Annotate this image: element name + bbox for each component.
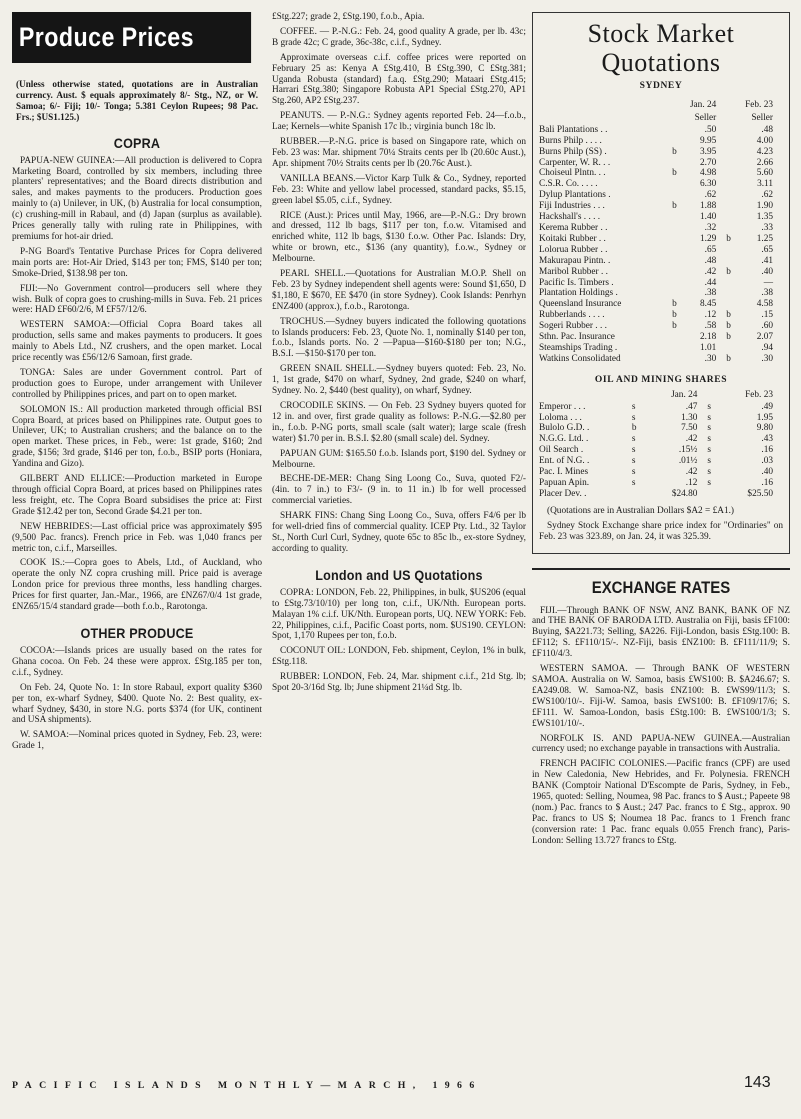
london-para: COCONUT OIL: LONDON, Feb. shipment, Ceylon, 1% in bulk, £Stg.118. (272, 646, 526, 668)
stock-jan-price: .42 (704, 266, 717, 277)
stock-jan-price: 1.01 (700, 342, 717, 353)
stock-jan-prefix (672, 179, 682, 190)
stock-company-name: Burns Philp . . . . (539, 135, 602, 146)
stock-city: SYDNEY (639, 81, 683, 91)
stock-jan-price: .50 (704, 124, 717, 135)
stock-feb-prefix: b (726, 233, 731, 244)
stock-jan-price: 9.95 (700, 135, 717, 146)
stock-jan-prefix (672, 190, 682, 201)
col-header-seller-b: Seller (751, 112, 773, 123)
produce-para: GREEN SNAIL SHELL.—Sydney buyers quoted: Feb. 23, No. 1, 1st grade, $470 on wharf, Sydney, 2nd grade, $240 on wharf, Sydney. No. 2, $440 (best quality), on wharf, Sydney. (272, 364, 526, 397)
stock-jan-prefix (672, 332, 682, 343)
stock-company-name: Choiseul Plntn. . . (539, 168, 606, 179)
produce-para: PAPUAN GUM: $165.50 f.o.b. Islands port, $190 del. Sydney or Melbourne. (272, 448, 526, 470)
produce-para: RICE (Aust.): Prices until May, 1966, are—P.-N.G.: Dry brown and dressed, 112 lb bags, $117 per ton, f.o.w. Vitamised and enriched white, 112 lb bags, $130 f.o.w. Other Pac. Islands: Dry, white or brown, etc., $136 (any quantity), f.o.w., Sydney or Melbourne. (272, 210, 526, 265)
london-us-heading: London and US Quotations (315, 566, 483, 583)
stock-feb-price: .62 (761, 190, 773, 201)
oil-feb-price: .03 (761, 456, 773, 467)
copra-para: P-NG Board's Tentative Purchase Prices for Copra delivered main ports are: Hot-Air Dried, $143 per ton; FMS, $140 per ton; Smoke-Dried, $138.98 per ton. (12, 246, 262, 279)
oil-company-name: Pac. I. Mines (539, 467, 589, 478)
stock-row (539, 179, 783, 190)
exchange-para: WESTERN SAMOA. — Through BANK OF WESTERN SAMOA. Australia on W. Samoa, basis £WS100: B. $A246.67; S. £A249.08. W. Samoa-NZ, basis £NZ100: B. £WS99/11/3; S. £WS100/10/-. Fiji-W. Samoa, basis £WS100: B. £F109/17/6; S. £F111. W. Samoa-London, basis £Stg.100: B. £WS100/1/3; S. £WS101/10/-. (532, 664, 790, 729)
stock-company-name: Sogeri Rubber . . . (539, 321, 607, 332)
stock-feb-price: 3.11 (757, 179, 773, 190)
stock-company-name: Bali Plantations . . (539, 124, 608, 135)
stock-jan-prefix (672, 256, 682, 267)
stock-jan-price: .32 (704, 222, 717, 233)
stock-row (539, 278, 783, 289)
stock-feb-prefix (726, 256, 736, 267)
produce-para: RUBBER.—P.-N.G. price is based on Singapore rate, which on Feb. 23 was: Mar. shipment 70¼ Straits cents per lb (20.60c Aust.), Apr. shipment 70½ Straits cents per lb (20.76c Aust.). (272, 137, 526, 169)
stock-row (539, 201, 783, 212)
stock-row (539, 310, 783, 321)
stock-feb-price: .94 (761, 342, 773, 353)
stock-feb-price: 1.90 (756, 201, 773, 212)
stock-row (539, 125, 783, 136)
produce-para: PEARL SHELL.—Quotations for Australian M.O.P. Shell on Feb. 23 by Sydney independent shell agents were: Sound $1,650, D $1,180, E $670, EE $470 (in store Sydney). Cook Islands: Penrhyn £NZ400 (approx.), f.o.b., Rarotonga. (272, 269, 526, 312)
oil-feb-price: .49 (761, 401, 773, 412)
oil-company-name: Loloma . . . (539, 412, 582, 423)
stock-feb-prefix (726, 343, 736, 354)
stock-feb-price: .65 (761, 244, 773, 255)
oil-feb-prefix: s (707, 445, 712, 456)
stock-company-name: Queensland Insurance (539, 299, 622, 310)
exchange-para: FIJI.—Through BANK OF NSW, ANZ BANK, BANK OF NZ and THE BANK OF BARODA LTD. Australia on Fiji, basis £F100: Buying, $A221.73; Selling, $A226. Fiji-London, basis £Stg.100: B. £F112; S. £F110/15/-. NZ-Fiji, basis £NZ100: B. £F111/11/9; S. £F110/4/3. (532, 605, 790, 660)
other-produce-heading: OTHER PRODUCE (80, 624, 194, 641)
oil-jan-price: .15½ (678, 445, 698, 456)
oil-row (539, 423, 783, 434)
stock-feb-price: .15 (761, 310, 773, 321)
stock-row (539, 267, 783, 278)
stock-feb-prefix (726, 136, 736, 147)
stock-feb-prefix (726, 168, 736, 179)
stock-feb-price: .48 (761, 124, 773, 135)
oil-feb-price: 9.80 (756, 423, 773, 434)
oil-jan-prefix: s (631, 467, 636, 478)
stock-jan-prefix: b (672, 321, 677, 332)
stock-jan-price: 4.98 (700, 168, 717, 179)
stock-row (539, 321, 783, 332)
stock-feb-prefix (726, 158, 736, 169)
col-header-seller-a: Seller (694, 112, 717, 123)
stock-feb-prefix (726, 278, 736, 289)
produce-para: Approximate overseas c.i.f. coffee prices were reported on February 25 as: Kenya A £Stg.410, B £Stg.390, C £Stg.381; Uganda Robusta (standard) f.a.q. £Stg.290; Mataari £Stg.415; Harrari £Stg.380; Singapore Robusta AP1 Special £Stg.270, AP1 Stg.260, AP2 £Stg.237. (272, 52, 526, 107)
stock-company-name: Rubberlands . . . . (539, 310, 605, 321)
stock-jan-prefix (672, 354, 682, 365)
stock-company-name: Fiji Industries . . . (539, 201, 605, 212)
stock-company-name: Lolorua Rubber . . (539, 244, 608, 255)
stock-market-box (532, 12, 790, 554)
stock-row (539, 343, 783, 354)
london-para: RUBBER: LONDON, Feb. 24, Mar. shipment c.i.f., 21d Stg. lb; Spot 20-3/16d Stg. lb; June shipment 21¼d Stg. lb. (272, 672, 526, 694)
stock-jan-prefix (672, 343, 682, 354)
exchange-para: FRENCH PACIFIC COLONIES.—Pacific francs (CPF) are used in New Caledonia, New Hebrides, and Fr. Polynesia. FRENCH BANK (Comptoir National D'Escompte de Paris, Sydney, in Feb., 1965, quoted: Selling, Noumea, 98 Pac. francs to $ Aust.; Papeete 98 (nom.) Pac. francs to $ Aust.; 247 Pac. francs to £ Stg., approx. 90 Pac. francs to US $; Noumea 18 Pac. francs to 1 French franc (conversion rate: 1 Pac. franc equals 0.055 French franc), Paris-London: Selling 13.727 francs to £Stg. (532, 759, 790, 846)
column-middle (272, 12, 526, 698)
oil-row (539, 456, 783, 467)
stock-feb-prefix: b (726, 353, 731, 364)
stock-company-name: Steamships Trading . (539, 342, 618, 353)
stock-table (539, 99, 783, 365)
col-header-feb: Feb. 23 (745, 100, 773, 110)
exchange-rates-heading: EXCHANGE RATES (591, 577, 731, 597)
col-header-jan: Jan. 24 (689, 100, 717, 110)
stock-jan-prefix (672, 125, 682, 136)
oil-jan-price: 1.30 (681, 412, 698, 423)
oil-jan-prefix: s (631, 412, 636, 423)
oil-feb-price: .43 (761, 434, 773, 445)
oil-company-name: N.G.G. Ltd. . (539, 434, 589, 445)
stock-company-name: Pacific Is. Timbers . (539, 277, 614, 288)
exchange-rates-section (532, 578, 790, 847)
oil-jan-prefix (632, 489, 642, 500)
stock-jan-prefix: b (672, 146, 677, 157)
stock-jan-prefix: b (672, 168, 677, 179)
oil-feb-prefix: s (707, 434, 712, 445)
stock-jan-prefix (672, 288, 682, 299)
stock-company-name: Sthn. Pac. Insurance (539, 332, 615, 343)
stock-feb-prefix: b (726, 310, 731, 321)
copra-para: NEW HEBRIDES:—Last official price was approximately $95 (9,500 Pac. francs). French price in Feb. was 1,040 francs per metric ton, c.i.f., Marseilles. (12, 521, 262, 554)
stock-jan-price: 1.40 (700, 212, 717, 223)
other-produce-section (12, 646, 262, 752)
oil-row (539, 434, 783, 445)
stock-company-name: Dylup Plantations . (539, 190, 611, 201)
stock-jan-price: .44 (704, 277, 717, 288)
oil-company-name: Papuan Apin. (539, 478, 590, 488)
stock-feb-price: .40 (761, 266, 773, 277)
running-footer: PACIFIC ISLANDS MONTHLY—MARCH, 1966 (12, 1080, 482, 1091)
oil-jan-prefix: b (631, 423, 637, 434)
produce-para: PEANUTS. — P.-N.G.: Sydney agents reported Feb. 24—f.o.b., Lae; Kernels—white Spanish 17c lb.; virginia bunch 18c lb. (272, 111, 526, 133)
oil-company-name: Oil Search . (539, 445, 584, 456)
oil-row (539, 402, 783, 413)
oil-jan-price: 7.50 (681, 423, 698, 434)
oil-feb-prefix: s (707, 401, 712, 412)
oil-jan-price: .42 (685, 467, 698, 478)
stock-feb-prefix (726, 179, 736, 190)
produce-para: VANILLA BEANS.—Victor Karp Tulk & Co., Sydney, reported Feb. 23: White and yellow label processed, standard packs, $5.15, green label $5.05, c.i.f., Sydney. (272, 173, 526, 206)
column-right (532, 12, 790, 851)
stock-feb-prefix (726, 288, 736, 299)
oil-feb-price: 1.95 (756, 412, 773, 423)
page-number: 143 (744, 1074, 771, 1091)
stock-jan-price: 8.45 (700, 299, 717, 310)
column-left (12, 12, 262, 756)
stock-row (539, 136, 783, 147)
currency-note: (Unless otherwise stated, quotations are in Australian currency. Aust. $ equals approximately 8/- Stg., NZ, or W. Samoa; 6/- Fiji; 10/- Tonga; 5.381 Ceylon Rupees; 98 Pac. Frs.; $US1.125.) (16, 79, 258, 122)
stock-feb-price: .41 (761, 255, 773, 266)
stock-jan-price: .62 (704, 190, 717, 201)
oil-col-header-jan: Jan. 24 (671, 389, 698, 400)
stock-row (539, 147, 783, 158)
oil-company-name: Emperor . . . (539, 401, 586, 412)
stock-jan-price: 1.88 (700, 201, 717, 212)
produce-para: COFFEE. — P.-N.G.: Feb. 24, good quality A grade, per lb. 43c; B grade 42c; C grade, 36c-38c, c.i.f., Sydney. (272, 26, 526, 48)
oil-table (539, 389, 783, 500)
other-produce-para: W. SAMOA:—Nominal prices quoted in Sydney, Feb. 23, were: Grade 1, (12, 730, 262, 752)
stock-row (539, 332, 783, 343)
stock-feb-price: 2.66 (756, 157, 773, 168)
copra-para: GILBERT AND ELLICE:—Production marketed in Europe through official Copra Board, at prices based on Philippines rates less freight, etc. The Copra Board subsidises the price at: First Grade $12.42 per ton, Second Grade $4.21 per ton. (12, 474, 262, 517)
oil-feb-prefix: s (707, 456, 712, 467)
oil-feb-price: .40 (761, 467, 773, 478)
oil-jan-price: .01½ (678, 456, 698, 467)
stock-jan-prefix (672, 234, 682, 245)
oil-company-name: Placer Dev. . (539, 488, 587, 499)
stock-feb-price: — (763, 277, 773, 288)
stock-jan-prefix (672, 212, 682, 223)
stock-feb-prefix: b (726, 321, 731, 332)
produce-prices-banner: Produce Prices (12, 12, 251, 63)
stock-feb-prefix (726, 245, 736, 256)
oil-jan-prefix: s (631, 478, 636, 488)
oil-jan-prefix: s (631, 401, 636, 412)
share-index-note: Sydney Stock Exchange share price index for "Ordinaries" on Feb. 23 was 323.89, on Jan. 24, it was 325.39. (539, 520, 783, 542)
stock-feb-price: 1.25 (756, 233, 773, 244)
oil-feb-prefix (707, 489, 717, 500)
stock-company-name: Koitaki Rubber . . (539, 233, 606, 244)
oil-feb-price: $25.50 (747, 488, 773, 499)
stock-jan-prefix (672, 223, 682, 234)
stock-feb-price: 5.60 (756, 168, 773, 179)
stock-jan-price: .48 (704, 255, 717, 266)
stock-jan-price: 2.18 (700, 332, 717, 343)
oil-jan-price: .47 (685, 401, 698, 412)
copra-para: WESTERN SAMOA:—Official Copra Board takes all production, sells same and makes payments to producers. It goes mainly to Abels Ltd., NZ crushers, and the open market. Local price recently was £56/12/6 Samoan, first grade. (12, 320, 262, 364)
produce-para: SHARK FINS: Chang Sing Loong Co., Suva, offers F4/6 per lb for well-dried fins of commercial quality. ICEP Pty. Ltd., 32 Taylor St., North Curl Curl, Sydney, quote 65c to 85c lb., ex-store Sydney, according to quality. (272, 511, 526, 554)
stock-jan-prefix (672, 278, 682, 289)
stock-feb-price: .30 (761, 353, 773, 364)
copra-para: FIJI:—No Government control—producers sell where they wish. Bulk of copra goes to crushing-mills in Suva. Feb. 21 prices were: HAD £F60/2/6, M £F57/12/6. (12, 283, 262, 316)
london-para: COPRA: LONDON, Feb. 22, Philippines, in bulk, $US206 (equal to £Stg.73/10/10) per long ton, c.i.f., UK/Nth. European ports. Malayan 1% c.i.f. UK/Nth. European ports, UQ. NEW YORK: Feb. 22, Philippines, c.i.f., Pacific Coast ports, nom. $US190. CEYLON: Spot, 1,170 Rupees per ton, f.o.b. (272, 587, 526, 642)
stock-feb-prefix (726, 125, 736, 136)
copra-para: COOK IS.:—Copra goes to Abels, Ltd., of Auckland, who operate the only NZ copra crushing mill. Price paid is average London price for previous three months, less handling charges. Prices for first quarter, Jan.-Mar., 1966, are £NZ67/0/4 1st grade, £NZ65/15/4 standard grade—both f.o.b., Rarotonga. (12, 558, 262, 613)
stock-row (539, 288, 783, 299)
stock-jan-price: .58 (704, 321, 717, 332)
oil-company-name: Ent. of N.G. . (539, 456, 590, 467)
stock-feb-prefix (726, 299, 736, 310)
stock-rows (539, 125, 783, 365)
stock-feb-price: 1.35 (756, 212, 773, 223)
produce-para: £Stg.227; grade 2, £Stg.190, f.o.b., Apia. (272, 12, 425, 22)
oil-mining-heading: OIL AND MINING SHARES (594, 374, 728, 385)
section-divider (532, 568, 790, 570)
stock-feb-price: .33 (761, 222, 773, 233)
stock-company-name: Watkins Consolidated (539, 353, 621, 364)
stock-company-name: Carpenter, W. R. . . (539, 157, 611, 168)
stock-row (539, 168, 783, 179)
stock-company-name: Burns Philp (SS) . (539, 146, 607, 157)
stock-company-name: C.S.R. Co. . . . . (539, 179, 598, 190)
stock-feb-prefix (726, 201, 736, 212)
oil-row (539, 413, 783, 424)
stock-row (539, 245, 783, 256)
produce-para: BECHE-DE-MER: Chang Sing Loong Co., Suva, quoted F2/- (4in. to 7 in.) to F3/- (9 in. to 11 in.) lb for well processed commercial varieties. (272, 474, 526, 507)
currency-footnote: (Quotations are in Australian Dollars $A2 = £A1.) (547, 505, 735, 516)
stock-jan-prefix (672, 158, 682, 169)
stock-jan-price: .30 (704, 353, 717, 364)
stock-feb-price: .60 (761, 321, 773, 332)
stock-row (539, 256, 783, 267)
stock-jan-prefix (672, 245, 682, 256)
stock-row (539, 190, 783, 201)
stock-market-title: Stock Market Quotations (587, 19, 735, 77)
oil-jan-prefix: s (631, 434, 636, 445)
stock-feb-prefix: b (726, 266, 731, 277)
stock-feb-price: .38 (761, 288, 773, 299)
stock-jan-price: .65 (704, 244, 717, 255)
stock-row (539, 354, 783, 365)
stock-company-name: Hackshall's . . . . (539, 212, 601, 223)
oil-row (539, 467, 783, 478)
oil-row (539, 478, 783, 489)
copra-para: SOLOMON IS.: All production marketed through official BSI Copra Board, at prices based on Philippines rate. Output goes to Unilever, UK; to Australian crushers; and the balance on to the open market. These prices, in Feb., were: 1st grade, $160; 2nd grade, $156; 3rd grade, $146 per ton, f.o.b., BSIP ports (Honiara, Yandina and Gizo). (12, 404, 262, 470)
oil-feb-prefix: s (707, 478, 712, 488)
stock-row (539, 299, 783, 310)
stock-jan-price: .38 (704, 288, 717, 299)
other-produce-para: On Feb. 24, Quote No. 1: In store Rabaul, export quality $360 per ton, ex-wharf Sydney, $400. Quote No. 2: Best quality, ex-wharf Sydney, $430, in store N.G. ports $374 (for UK, continent and USA shipments). (12, 682, 262, 726)
copra-para: TONGA: Sales are under Government control. Part of production goes to Europe, under arrangement with Unilever controlled by Philippines prices, and part on to open market. (12, 367, 262, 400)
oil-jan-price: $24.80 (671, 488, 698, 499)
copra-para: PAPUA-NEW GUINEA:—All production is delivered to Copra Marketing Board, controlled by six members, including three planters' representatives; and the Board directs distribution and sales, and makes payments to the producers. Production goes mainly to (a) Unilever, in UK, (b) Australia for local consumption, (c) crushing-mill in Rabaul, and (d) Japan (surplus as available). Prices generally tally with ruling rate in Philippines, with premiums for hot-air dried. (12, 155, 262, 242)
stock-jan-price: 6.30 (700, 179, 717, 190)
stock-row (539, 223, 783, 234)
stock-jan-prefix (672, 267, 682, 278)
oil-jan-prefix: s (631, 445, 636, 456)
stock-company-name: Plantation Holdings . (539, 288, 618, 299)
stock-feb-price: 2.07 (756, 332, 773, 343)
other-produce-para: COCOA:—Islands prices are usually based on the rates for Ghana cocoa. On Feb. 24 these were approx. £Stg.185 per ton, c.i.f., Sydney. (12, 645, 262, 678)
stock-jan-price: .12 (704, 310, 717, 321)
oil-feb-prefix: s (707, 467, 712, 478)
oil-jan-price: .12 (685, 478, 698, 488)
stock-jan-price: 2.70 (700, 157, 717, 168)
stock-company-name: Makurapau Pintn. . (539, 255, 611, 266)
stock-feb-prefix (726, 212, 736, 223)
oil-jan-prefix: s (631, 456, 636, 467)
stock-feb-prefix: b (726, 332, 731, 343)
oil-jan-price: .42 (685, 434, 698, 445)
oil-row (539, 489, 783, 500)
stock-company-name: Kerema Rubber . . (539, 222, 608, 233)
oil-rows (539, 402, 783, 500)
oil-feb-price: .16 (761, 478, 773, 488)
oil-feb-price: .16 (761, 445, 773, 456)
stock-feb-price: 4.00 (756, 135, 773, 146)
stock-row (539, 158, 783, 169)
copra-heading: COPRA (113, 134, 161, 151)
produce-para: TROCHUS.—Sydney buyers indicated the following quotations to Islands producers: Feb. 23, Quote No. 1, nominally $140 per ton, f.o.b., Islands ports. No. 2 —Papua—$160-$180 per ton; N.G., B.S.I. —$150-$170 per ton. (272, 316, 526, 360)
stock-feb-prefix (726, 147, 736, 158)
stock-feb-price: 4.58 (756, 299, 773, 310)
oil-company-name: Bulolo G.D. . (539, 423, 590, 434)
stock-row (539, 234, 783, 245)
stock-jan-prefix: b (672, 299, 677, 310)
exchange-para: NORFOLK IS. AND PAPUA-NEW GUINEA.—Australian currency used; no exchange payable in transactions with Australia. (532, 733, 790, 755)
oil-col-header-feb: Feb. 23 (745, 389, 773, 400)
stock-feb-prefix (726, 223, 736, 234)
stock-jan-prefix: b (672, 201, 677, 212)
stock-feb-prefix (726, 190, 736, 201)
stock-jan-prefix (672, 136, 682, 147)
oil-feb-prefix: s (707, 412, 712, 423)
oil-feb-prefix: s (707, 423, 712, 434)
stock-company-name: Maribol Rubber . . (539, 266, 608, 277)
stock-row (539, 212, 783, 223)
stock-feb-price: 4.23 (756, 146, 773, 157)
stock-jan-price: 1.29 (700, 233, 717, 244)
stock-jan-price: 3.95 (700, 146, 717, 157)
oil-row (539, 445, 783, 456)
produce-para: CROCODILE SKINS. — On Feb. 23 Sydney buyers quoted for 12 in. and over, first grade quality as follows: P.-N.G.—$2.80 per in., f.o.b. P-NG ports, small scale (salt water); large scale (fresh water) $1.70 per in. B.S.I. $2.80 (small scale) del. Sydney. (272, 401, 526, 444)
stock-jan-prefix: b (672, 310, 677, 321)
copra-section (12, 156, 262, 613)
